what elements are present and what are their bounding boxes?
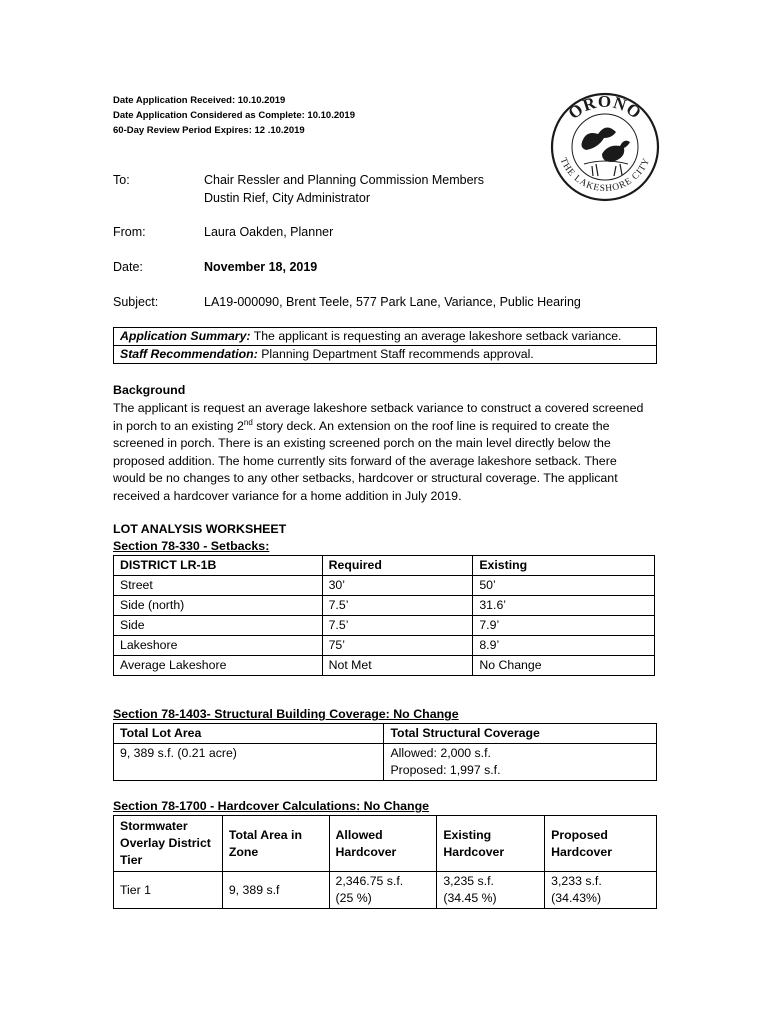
table-header-cell: Total Structural Coverage [384, 724, 657, 744]
summary-row [114, 346, 657, 364]
background-line: received a hardcover variance for a home addition in July 2019. [113, 488, 462, 503]
table-cell [384, 744, 657, 781]
table-header-cell: DISTRICT LR-1B [114, 556, 323, 576]
table-cell: 9, 389 s.f. (0.21 acre) [114, 744, 384, 781]
date-complete: Date Application Considered as Complete: 10.10.2019 [113, 110, 355, 121]
table-header-row [114, 556, 655, 576]
table-cell: Lakeshore [114, 636, 323, 656]
application-summary [114, 328, 657, 346]
background-line: proposed addition. The home currently sits forward of the average lakeshore setback. There [113, 453, 617, 468]
table-cell: 7.5’ [322, 616, 473, 636]
table-header-cell: Total Lot Area [114, 724, 384, 744]
table-cell: Average Lakeshore [114, 656, 323, 676]
table-cell: Side (north) [114, 596, 323, 616]
table-header-cell: Proposed Hardcover [545, 816, 657, 872]
table-row [114, 576, 655, 596]
setbacks-section-title: Section 78-330 - Setbacks: [113, 539, 270, 553]
table-row [114, 872, 657, 909]
table-row [114, 616, 655, 636]
hardcover-section-title: Section 78-1700 - Hardcover Calculations: No Change [113, 799, 430, 813]
table-row [114, 744, 657, 781]
duck-icon [582, 127, 631, 176]
table-header-cell: Allowed Hardcover [329, 816, 437, 872]
background-line: would be no changes to any other setbacks, hardcover or structural coverage. The applicant [113, 471, 618, 485]
table-cell: 75’ [322, 636, 473, 656]
table-header-cell: Existing [473, 556, 655, 576]
setbacks-table [113, 555, 655, 676]
table-cell: No Change [473, 656, 655, 676]
background-paragraph [113, 400, 663, 505]
to-recipients-line2: Dustin Rief, City Administrator [204, 191, 371, 205]
table-row [114, 636, 655, 656]
application-summary-label: Application Summary: [120, 329, 251, 343]
table-header-cell: Required [322, 556, 473, 576]
background-heading: Background [113, 383, 186, 397]
from-label: From: [113, 225, 146, 239]
background-line: in porch to an existing 2nd story deck. An extension on the roof line is required to create the [113, 417, 610, 433]
table-cell: 7.5’ [322, 596, 473, 616]
table-cell: Side [114, 616, 323, 636]
to-recipients-line1: Chair Ressler and Planning Commission Members [204, 173, 484, 187]
staff-recommendation-text: Planning Department Staff recommends approval. [257, 347, 534, 361]
coverage-proposed: Proposed: 1,997 s.f. [390, 763, 501, 777]
table-cell: 50’ [473, 576, 655, 596]
date-value: November 18, 2019 [204, 260, 318, 274]
background-line: The applicant is request an average lakeshore setback variance to construct a covered screened [113, 401, 644, 415]
seal-top-text: ORONO [564, 92, 646, 123]
table-cell: 7.9’ [473, 616, 655, 636]
table-cell: 9, 389 s.f [222, 872, 329, 909]
background-line: screened in porch. There is an existing screened porch on the main level directly below the [113, 436, 611, 450]
table-cell: 3,235 s.f. (34.45 %) [437, 872, 545, 909]
table-cell: 31.6’ [473, 596, 655, 616]
coverage-section-title: Section 78-1403- Structural Building Coverage: No Change [113, 707, 459, 721]
table-row [114, 596, 655, 616]
subject-value: LA19-000090, Brent Teele, 577 Park Lane, Variance, Public Hearing [204, 295, 581, 309]
table-cell: Tier 1 [114, 872, 223, 909]
table-header-cell: Total Area in Zone [222, 816, 329, 872]
application-summary-text: The applicant is requesting an average lakeshore setback variance. [250, 329, 622, 343]
date-label: Date: [113, 260, 143, 274]
table-header-cell: Stormwater Overlay District Tier [114, 816, 223, 872]
table-cell: Street [114, 576, 323, 596]
worksheet-heading: LOT ANALYSIS WORKSHEET [113, 522, 287, 536]
orono-city-seal [546, 92, 664, 202]
table-cell: Not Met [322, 656, 473, 676]
coverage-table [113, 723, 657, 781]
summary-row [114, 328, 657, 346]
table-cell: 3,233 s.f. (34.43%) [545, 872, 657, 909]
to-label: To: [113, 173, 130, 187]
hardcover-table [113, 815, 657, 909]
coverage-allowed: Allowed: 2,000 s.f. [390, 746, 491, 760]
staff-recommendation-label: Staff Recommendation: [120, 347, 258, 361]
seal-bottom-text: THE LAKESHORE CITY [557, 156, 653, 195]
seal-inner-ring [572, 114, 638, 180]
table-cell: 30’ [322, 576, 473, 596]
table-header-row [114, 724, 657, 744]
date-received: Date Application Received: 10.10.2019 [113, 95, 286, 106]
staff-recommendation [114, 346, 657, 364]
table-header-cell: Existing Hardcover [437, 816, 545, 872]
from-value: Laura Oakden, Planner [204, 225, 334, 239]
summary-box [113, 327, 657, 364]
table-cell: 8.9’ [473, 636, 655, 656]
table-cell: 2,346.75 s.f. (25 %) [329, 872, 437, 909]
table-row [114, 656, 655, 676]
review-period-expires: 60-Day Review Period Expires: 12 .10.2019 [113, 125, 305, 136]
table-header-row [114, 816, 657, 872]
subject-label: Subject: [113, 295, 159, 309]
